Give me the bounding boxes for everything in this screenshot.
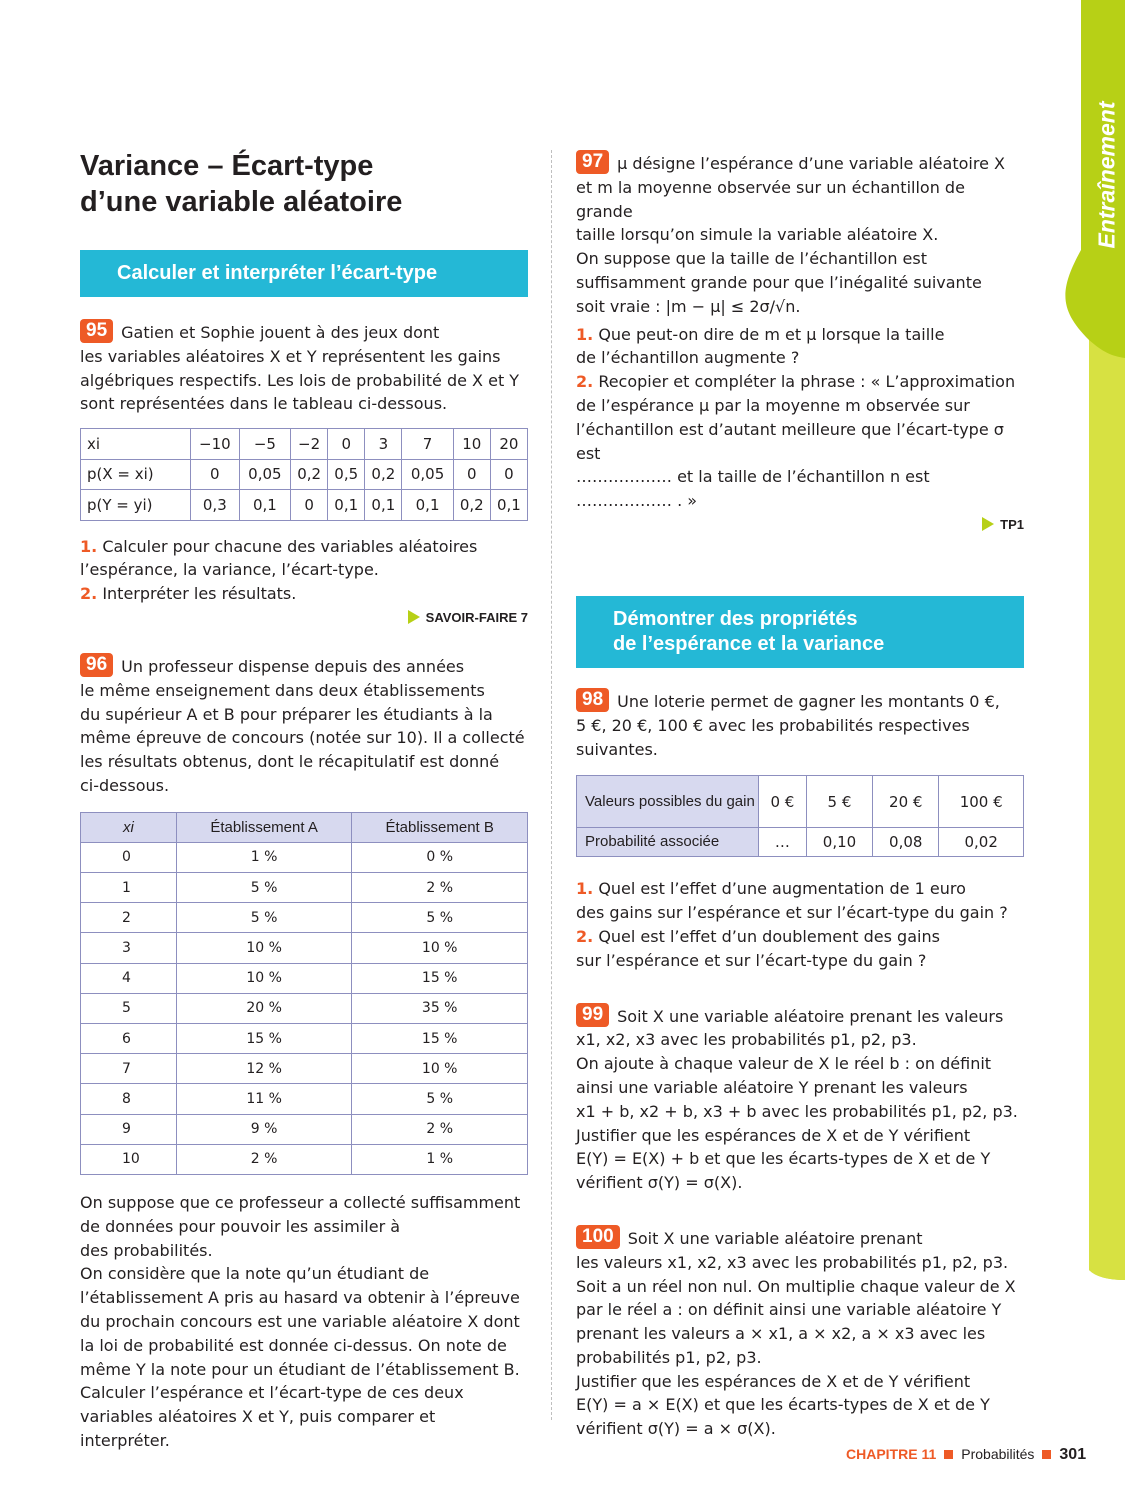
- exercise-99: 99 Soit X une variable aléatoire prenant les valeurs x1, x2, x3 avec les probabilités p1, p2, p3. On ajoute à chaque valeur de X le réel b : on définit ainsi une variable aléatoire Y prenant les valeurs x1 + b, x2 + b, x3 + b avec les probabilités p1, p2, p3. Justifier que les espérances de X et de Y vérifient E(Y) = E(X) + b et que les écarts-types de X et de Y vérifient σ(Y) = σ(X).: [576, 1003, 1018, 1193]
- table-cell: 3: [365, 429, 402, 460]
- banner-proprietes: Démontrer des propriétés de l’espérance et la variance: [576, 596, 1024, 668]
- table-cell: 0,10: [806, 828, 872, 857]
- left-column: [80, 148, 528, 1453]
- square-bullet-icon: [944, 1450, 953, 1459]
- table-cell: 15 %: [352, 1023, 528, 1053]
- table-cell: 2 %: [176, 1144, 352, 1174]
- table-cell: 0: [81, 842, 177, 872]
- column-divider: [551, 150, 552, 1420]
- exercise-96: 96 Un professeur dispense depuis des années le même enseignement dans deux établissements du supérieur A et B pour préparer les étudiants à la même épreuve de concours (notée sur 10). Il a collecté les résultats obtenus, dont le récapitulatif est donné ci-dessous.: [80, 654, 525, 796]
- table-cell: 0,1: [365, 490, 402, 521]
- table-cell: −10: [190, 429, 239, 460]
- exercise-number: 100: [576, 1225, 620, 1249]
- table-cell: 0 €: [759, 776, 807, 828]
- exercise-97: 97 μ désigne l’espérance d’une variable aléatoire X et m la moyenne observée sur un échantillon de grande taille lorsqu’on simule la variable aléatoire X. On suppose que la taille de l’échantillon est suffisamment grande pour que l’inégalité suivante soit vraie : |m − μ| ≤ 2σ/√n. 1. Que peut-on dire de m et μ lorsque la taille de l’échantillon augmente ? 2. Recopier et compléter la phrase : « L’approximation de l’espérance μ par la moyenne m observée sur l’échantillon est d’autant meilleure que l’écart-type σ est ……………… et la taille de l’échantillon n est ……………… . »: [576, 151, 1016, 511]
- exercise-98-questions: 1. Quel est l’effet d’une augmentation de 1 euro des gains sur l’espérance et sur l’écart-type du gain ? 2. Quel est l’effet d’un doublement des gains sur l’espérance et sur l’écart-type du gain ?: [576, 879, 1008, 970]
- exercise-number: 95: [80, 319, 113, 343]
- table-cell: 7: [402, 429, 453, 460]
- table-cell: 15 %: [352, 963, 528, 993]
- banner-ecart-type: Calculer et interpréter l’écart-type: [80, 250, 528, 297]
- table-row: [81, 490, 528, 521]
- table-cell: 1 %: [176, 842, 352, 872]
- table-row: [81, 1114, 528, 1144]
- exercise-96-outro: On suppose que ce professeur a collecté suffisamment de données pour pouvoir les assimiler à des probabilités. On considère que la note qu’un étudiant de l’établissement A pris au hasard va obtenir à l’épreuve du prochain concours est une variable aléatoire X dont la loi de probabilité est donnée ci-dessus. On note de même Y la note pour un étudiant de l’établissement B. Calculer l’espérance et l’écart-type de ces deux variables aléatoires X et Y, puis comparer et interpréter.: [80, 1192, 521, 1450]
- table-cell: −2: [291, 429, 328, 460]
- square-bullet-icon: [1042, 1450, 1051, 1459]
- header-xi: xi: [81, 812, 177, 842]
- table-cell: 1: [81, 873, 177, 903]
- header-etab-a: Établissement A: [176, 812, 352, 842]
- table-cell: 3: [81, 933, 177, 963]
- row-header: xi: [81, 429, 191, 460]
- table-cell: 0: [453, 459, 490, 490]
- table-cell: 5 %: [176, 873, 352, 903]
- table-cell: 10: [81, 1144, 177, 1174]
- table-cell: 10: [453, 429, 490, 460]
- table-row: [81, 1054, 528, 1084]
- play-icon: [982, 517, 994, 531]
- table-cell: 2: [81, 903, 177, 933]
- table-row: [81, 1144, 528, 1174]
- row-label-probabilite: Probabilité associée: [577, 828, 759, 857]
- side-tab-label: Entraînement: [1093, 101, 1120, 249]
- table-cell: 0,3: [190, 490, 239, 521]
- topic-label: Probabilités: [961, 1446, 1035, 1462]
- table-row: [81, 903, 528, 933]
- table-cell: 0 %: [352, 842, 528, 872]
- table-cell: 0,2: [365, 459, 402, 490]
- probability-table-95: [80, 428, 528, 521]
- table-cell: −5: [239, 429, 290, 460]
- table-cell: 0,08: [873, 828, 939, 857]
- table-row: [81, 1023, 528, 1053]
- savoir-faire-link[interactable]: SAVOIR-FAIRE 7: [80, 610, 528, 625]
- results-table-96: [80, 812, 528, 1175]
- table-cell: 5 %: [352, 903, 528, 933]
- table-row: [81, 429, 528, 460]
- exercise-95: 95 Gatien et Sophie jouent à des jeux dont les variables aléatoires X et Y représentent les gains algébriques respectifs. Les lois de probabilité de X et Y sont représentées dans le tableau ci-dessous.: [80, 320, 520, 414]
- table-cell: 0: [291, 490, 328, 521]
- header-etab-b: Établissement B: [352, 812, 528, 842]
- table-row: [81, 459, 528, 490]
- table-cell: 5: [81, 993, 177, 1023]
- table-cell: 11 %: [176, 1084, 352, 1114]
- table-cell: 0,05: [239, 459, 290, 490]
- page-footer: [846, 1446, 1086, 1464]
- table-cell: 0,05: [402, 459, 453, 490]
- table-cell: 0: [190, 459, 239, 490]
- table-cell: 9: [81, 1114, 177, 1144]
- table-cell: 9 %: [176, 1114, 352, 1144]
- table-cell: 0,2: [291, 459, 328, 490]
- tp1-link[interactable]: TP1: [576, 517, 1024, 532]
- table-cell: 35 %: [352, 993, 528, 1023]
- table-cell: 5 %: [352, 1084, 528, 1114]
- exercise-number: 97: [576, 150, 609, 174]
- row-header: p(X = xi): [81, 459, 191, 490]
- table-cell: 4: [81, 963, 177, 993]
- exercise-98: 98 Une loterie permet de gagner les montants 0 €, 5 €, 20 €, 100 € avec les probabilités respectives suivantes.: [576, 688, 1000, 759]
- table-cell: 10 %: [176, 963, 352, 993]
- table-cell: 5 €: [806, 776, 872, 828]
- table-cell: 0,1: [402, 490, 453, 521]
- table-cell: 15 %: [176, 1023, 352, 1053]
- table-cell: 6: [81, 1023, 177, 1053]
- table-row: [81, 963, 528, 993]
- table-cell: 0: [490, 459, 527, 490]
- table-cell: 5 %: [176, 903, 352, 933]
- table-cell: 20 €: [873, 776, 939, 828]
- exercise-100: 100 Soit X une variable aléatoire prenant les valeurs x1, x2, x3 avec les probabilités p1, p2, p3. Soit a un réel non nul. On multiplie chaque valeur de X par le réel a : on définit ainsi une variable aléatoire Y prenant les valeurs a × x1, a × x2, a × x3 avec les probabilités p1, p2, p3. Justifier que les espérances de X et de Y vérifient E(Y) = a × E(X) et que les écarts-types de X et de Y vérifient σ(Y) = a × σ(X).: [576, 1225, 1016, 1439]
- table-row: [81, 873, 528, 903]
- row-label-gain: Valeurs possibles du gain: [577, 776, 759, 828]
- table-cell: 0: [328, 429, 365, 460]
- table-row: [81, 1084, 528, 1114]
- exercise-number: 98: [576, 688, 609, 712]
- table-cell: …: [759, 828, 807, 857]
- table-cell: 2 %: [352, 1114, 528, 1144]
- chapter-label: CHAPITRE 11: [846, 1446, 937, 1462]
- table-cell: 0,2: [453, 490, 490, 521]
- table-cell: 1 %: [352, 1144, 528, 1174]
- table-cell: 12 %: [176, 1054, 352, 1084]
- row-header: p(Y = yi): [81, 490, 191, 521]
- page-number: 301: [1059, 1446, 1087, 1463]
- table-row: [81, 842, 528, 872]
- table-cell: 20 %: [176, 993, 352, 1023]
- table-cell: 0,02: [939, 828, 1024, 857]
- table-cell: 0,1: [328, 490, 365, 521]
- exercise-number: 96: [80, 653, 113, 677]
- lottery-table-98: [576, 775, 1024, 857]
- exercise-95-questions: 1. Calculer pour chacune des variables aléatoires l’espérance, la variance, l’écart-type. 2. Interpréter les résultats.: [80, 536, 478, 604]
- right-column: [576, 150, 1024, 1441]
- table-cell: 100 €: [939, 776, 1024, 828]
- table-cell: 0,1: [239, 490, 290, 521]
- table-cell: 7: [81, 1054, 177, 1084]
- play-icon: [408, 610, 420, 624]
- table-cell: 0,1: [490, 490, 527, 521]
- table-cell: 20: [490, 429, 527, 460]
- table-cell: 10 %: [352, 933, 528, 963]
- table-cell: 10 %: [352, 1054, 528, 1084]
- table-cell: 10 %: [176, 933, 352, 963]
- table-cell: 2 %: [352, 873, 528, 903]
- exercise-number: 99: [576, 1003, 609, 1027]
- table-row: [81, 933, 528, 963]
- section-title: Variance – Écart-type d’une variable aléatoire: [80, 150, 403, 218]
- table-row: [81, 993, 528, 1023]
- table-cell: 0,5: [328, 459, 365, 490]
- table-cell: 8: [81, 1084, 177, 1114]
